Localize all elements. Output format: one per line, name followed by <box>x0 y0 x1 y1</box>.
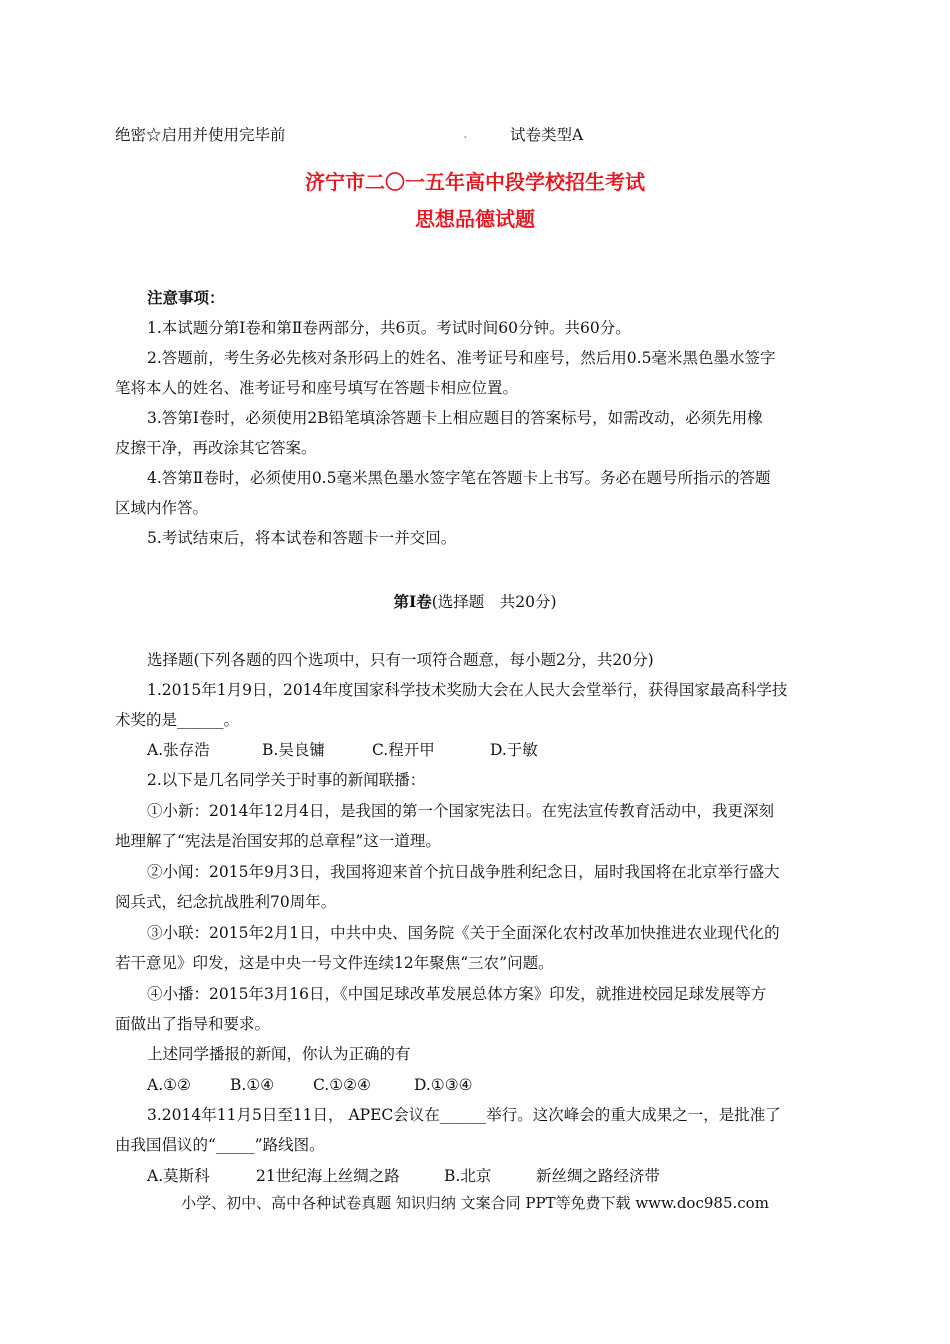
q2-statement-4a: ④小播：2015年3月16日，《中国足球改革发展总体方案》印发，就推进校园足球发展等方 <box>147 985 767 1003</box>
footer-text: 小学、初中、高中各种试卷真题 知识归纳 文案合同 PPT等免费下载 www.doc985.com <box>181 1194 769 1212</box>
section-title <box>0 592 950 612</box>
note-item-2a: 2.答题前，考生务必先核对条形码上的姓名、准考证号和座号，然后用0.5毫米黑色墨水签字 <box>147 349 776 367</box>
exam-title: 济宁市二〇一五年高中段学校招生考试 <box>305 170 645 194</box>
section-title-bold: 第Ⅰ卷 <box>393 592 432 611</box>
subject-title: 思想品德试题 <box>415 207 535 231</box>
section-title-rest: (选择题 共20分) <box>431 593 557 611</box>
q1-option-a: A.张存浩 <box>147 741 210 759</box>
note-item-4b: 区域内作答。 <box>115 499 209 517</box>
q2-statement-3a: ③小联：2015年2月1日，中共中央、国务院《关于全面深化农村改革加快推进农业现代化的 <box>147 924 780 942</box>
notes-heading: 注意事项： <box>147 288 225 307</box>
q2-statement-4b: 面做出了指导和要求。 <box>115 1015 271 1033</box>
section-intro: 选择题(下列各题的四个选项中，只有一项符合题意，每小题2分，共20分) <box>147 651 654 669</box>
q1-stem-a: 1.2015年1月9日，2014年度国家科学技术奖励大会在人民大会堂举行，获得国家最高科学技 <box>147 681 788 699</box>
note-item-5: 5.考试结束后，将本试卷和答题卡一并交回。 <box>147 529 457 547</box>
note-item-3b: 皮擦干净，再改涂其它答案。 <box>115 439 317 457</box>
q2-ask: 上述同学播报的新闻，你认为正确的有 <box>147 1045 411 1063</box>
note-item-4a: 4.答第Ⅱ卷时，必须使用0.5毫米黑色墨水签字笔在答题卡上书写。务必在题号所指示的答题 <box>147 469 771 487</box>
q3-stem-b: 由我国倡议的“_____”路线图。 <box>115 1136 325 1154</box>
q2-statement-3b: 若干意见》印发，这是中央一号文件连续12年聚焦“三农”问题。 <box>115 954 554 972</box>
q1-option-b: B.吴良镛 <box>262 741 325 759</box>
confidential-label: 绝密☆启用并使用完毕前 <box>115 126 286 144</box>
q2-option-d: D.①③④ <box>414 1076 473 1094</box>
q3-option-b: B.北京 <box>444 1167 492 1185</box>
q2-option-a: A.①② <box>147 1076 191 1094</box>
note-item-2b: 笔将本人的姓名、准考证号和座号填写在答题卡相应位置。 <box>115 379 519 397</box>
q1-stem-b: 术奖的是______。 <box>115 711 240 729</box>
marker-dot: . <box>463 126 468 142</box>
q2-option-c: C.①②④ <box>313 1076 371 1094</box>
q3-option-b-detail: 新丝绸之路经济带 <box>536 1167 661 1185</box>
q1-option-c: C.程开甲 <box>372 741 435 759</box>
q3-option-a: A.莫斯科 <box>147 1167 210 1185</box>
note-item-3a: 3.答第Ⅰ卷时，必须使用2B铅笔填涂答题卡上相应题目的答案标号，如需改动，必须先用橡 <box>147 409 763 427</box>
q1-option-d: D.于敏 <box>490 741 538 759</box>
q2-stem: 2.以下是几名同学关于时事的新闻联播： <box>147 771 426 789</box>
q2-statement-1b: 地理解了“宪法是治国安邦的总章程”这一道理。 <box>115 832 441 850</box>
q2-statement-1a: ①小新：2014年12月4日，是我国的第一个国家宪法日。在宪法宣传教育活动中，我更深刻 <box>147 802 775 820</box>
q2-option-b: B.①④ <box>230 1076 275 1094</box>
q2-statement-2b: 阅兵式，纪念抗战胜利70周年。 <box>115 893 337 911</box>
q2-statement-2a: ②小闻：2015年9月3日，我国将迎来首个抗日战争胜利纪念日，届时我国将在北京举行盛大 <box>147 863 780 881</box>
q3-option-a-detail: 21世纪海上丝绸之路 <box>256 1167 400 1185</box>
note-item-1: 1.本试题分第Ⅰ卷和第Ⅱ卷两部分，共6页。考试时间60分钟。共60分。 <box>147 319 631 337</box>
paper-type-label: 试卷类型A <box>510 126 584 144</box>
q3-stem-a: 3.2014年11月5日至11日， APEC会议在______举行。这次峰会的重大成果之一，是批准了 <box>147 1106 781 1124</box>
